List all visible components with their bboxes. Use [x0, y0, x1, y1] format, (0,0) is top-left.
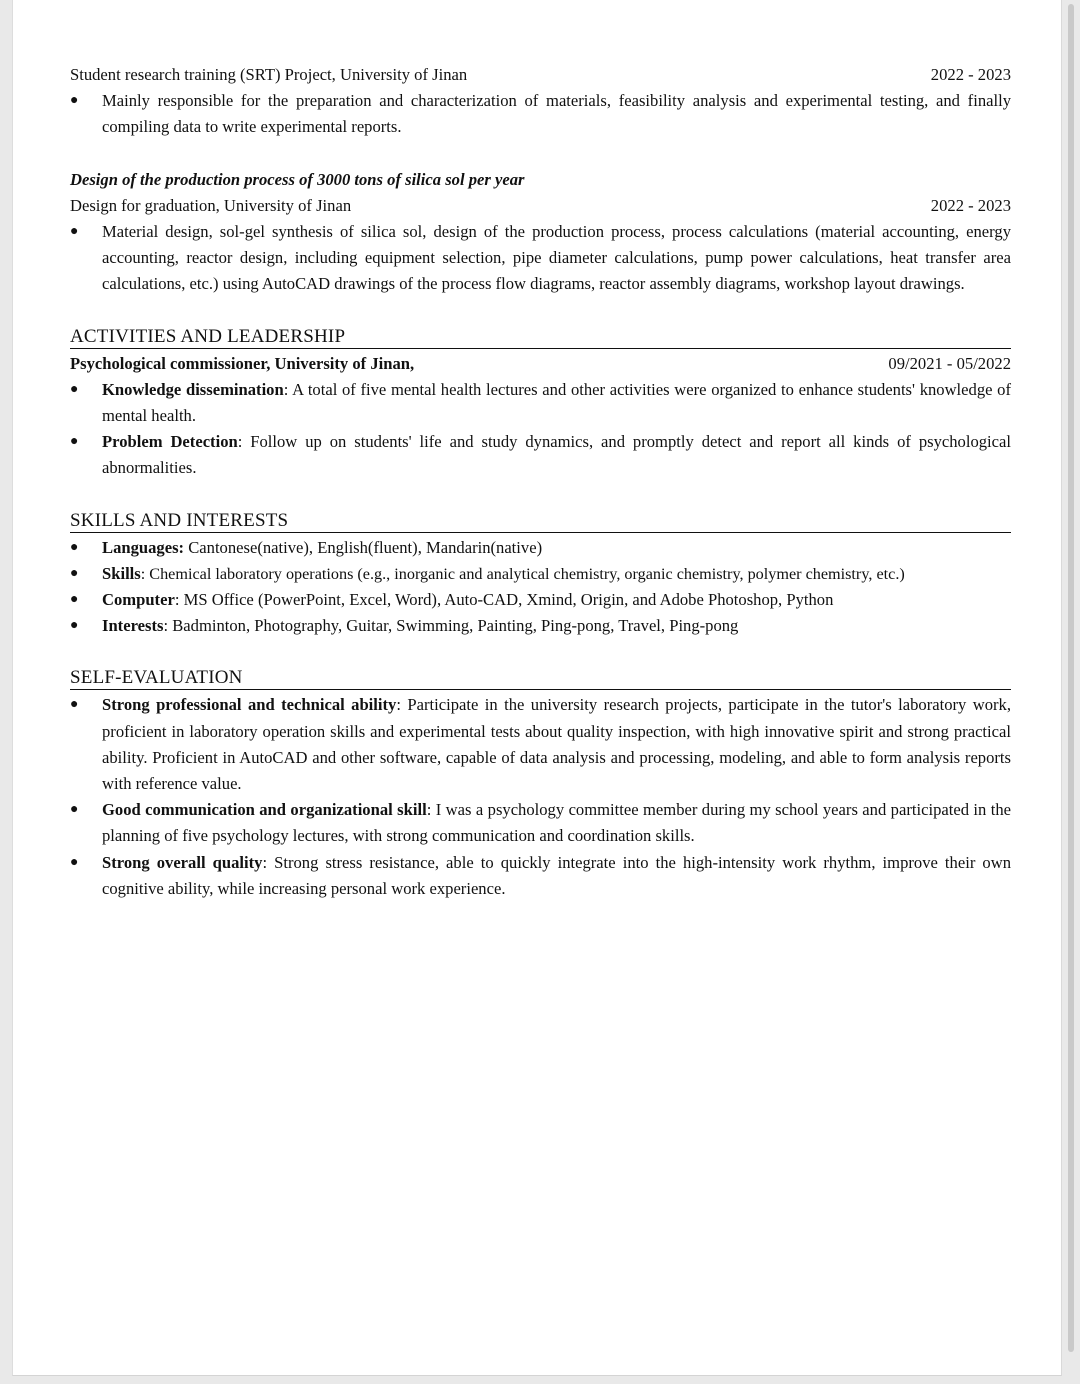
list-item: [70, 429, 1011, 481]
srt-header: [70, 62, 1011, 88]
design-bullet-text: Material design, sol-gel synthesis of silica sol, design of the production process, process calculations (material accounting, energy accounting, reactor design, including equipment selection, pipe diameter calculations, pump power calculations, heat transfer area calculations, etc.) using AutoCAD drawings of the process flow diagrams, reactor assembly diagrams, workshop layout drawings.: [102, 222, 1011, 294]
activities-date: 09/2021 - 05/2022: [888, 353, 1011, 373]
bullet-icon: ●: [70, 697, 79, 713]
bullet-text: : Participate in the university research projects, participate in the tutor's laboratory work, proficient in laboratory operation skills and experimental tests about quality inspection, with high innovative spirit and strong practical ability. Proficient in AutoCAD and other software, capable of data analysis and processing, modeling, and able to form analysis reports with reference value.: [102, 695, 1011, 794]
list-item: [70, 377, 1011, 429]
design-bullets: [70, 219, 1011, 298]
list-item: [70, 88, 1011, 140]
skills-bullets: [70, 535, 1011, 640]
bullet-text: : Badminton, Photography, Guitar, Swimming, Painting, Ping-pong, Travel, Ping-pong: [163, 616, 739, 636]
srt-title: Student research training (SRT) Project, University of Jinan: [70, 65, 468, 84]
design-title: Design for graduation, University of Jinan: [70, 195, 352, 215]
list-item: [70, 535, 1011, 561]
bullet-label: Strong professional and technical ability: [102, 695, 397, 715]
bullet-label: Interests: [102, 616, 164, 636]
bullet-icon: ●: [70, 565, 79, 581]
bullet-label: Knowledge dissemination: [102, 379, 284, 399]
bullet-icon: ●: [70, 802, 79, 818]
document-page: [12, 0, 1062, 1376]
activities-heading: ACTIVITIES AND LEADERSHIP: [70, 322, 1011, 349]
bullet-icon: ●: [70, 381, 79, 397]
bullet-label: Computer: [102, 590, 175, 610]
srt-bullets: [70, 88, 1011, 140]
bullet-text: : Chemical laboratory operations (e.g., inorganic and analytical chemistry, organic chemistry, polymer chemistry, etc.): [140, 564, 905, 583]
bullet-label: Languages:: [102, 537, 185, 557]
bullet-text: : MS Office (PowerPoint, Excel, Word), Auto-CAD, Xmind, Origin, and Adobe Photoshop, Python: [174, 590, 834, 610]
bullet-label: Problem Detection: [102, 432, 238, 452]
bullet-text: : A total of five mental health lectures and other activities were organized to enhance students' knowledge of mental health.: [102, 379, 1011, 426]
list-item: [70, 613, 1011, 639]
bullet-icon: ●: [70, 434, 79, 450]
skills-heading: SKILLS AND INTERESTS: [70, 506, 1011, 533]
list-item: [70, 587, 1011, 613]
bullet-icon: ●: [70, 618, 79, 634]
bullet-icon: ●: [70, 93, 79, 109]
activities-bullets: [70, 377, 1011, 482]
list-item: [70, 561, 1011, 587]
bullet-text: Cantonese(native), English(fluent), Mandarin(native): [184, 537, 543, 557]
bullet-icon: ●: [70, 854, 79, 870]
vertical-scrollbar[interactable]: [1068, 4, 1074, 1352]
activities-header: [70, 351, 1011, 377]
self-evaluation-heading: SELF-EVALUATION: [70, 663, 1011, 690]
design-header: [70, 193, 1011, 219]
bullet-text: : Follow up on students' life and study dynamics, and promptly detect and report all kinds of psychological abnormalities.: [102, 432, 1011, 478]
bullet-text: : I was a psychology committee member during my school years and participated in the planning of five psychology lectures, with strong communication and coordination skills.: [102, 800, 1012, 846]
srt-bullet-text: Mainly responsible for the preparation and characterization of materials, feasibility analysis and experimental testing, and finally compiling data to write experimental reports.: [102, 91, 1011, 137]
list-item: [70, 797, 1011, 849]
bullet-label: Skills: [102, 563, 141, 583]
design-date: 2022 - 2023: [930, 195, 1011, 215]
bullet-icon: ●: [70, 224, 79, 240]
bullet-label: Strong overall quality: [102, 852, 263, 872]
list-item: [70, 219, 1011, 298]
activities-role: Psychological commissioner, University of Jinan,: [70, 353, 415, 373]
bullet-icon: ●: [70, 539, 79, 555]
list-item: [70, 692, 1011, 797]
bullet-text: : Strong stress resistance, able to quickly integrate into the high-intensity work rhythm, improve their own cognitive ability, while increasing personal work experience.: [102, 852, 1011, 898]
resume-content: [70, 62, 1011, 902]
design-project-title: Design of the production process of 3000 tons of silica sol per year: [70, 169, 525, 189]
self-evaluation-bullets: [70, 692, 1011, 902]
bullet-icon: ●: [70, 592, 79, 608]
srt-date: 2022 - 2023: [930, 65, 1011, 84]
list-item: [70, 850, 1011, 902]
bullet-label: Good communication and organizational skill: [102, 800, 427, 820]
